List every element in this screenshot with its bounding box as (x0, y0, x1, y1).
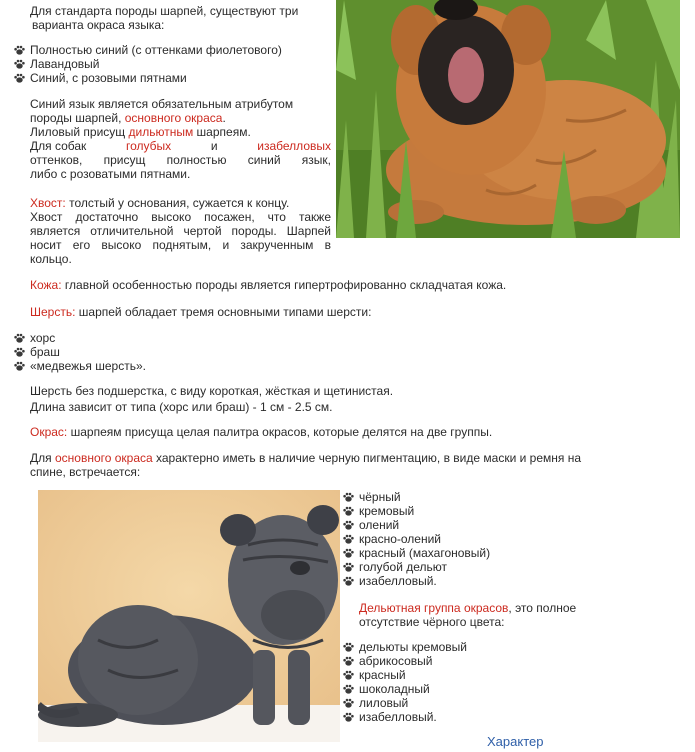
skin-label: Кожа: (30, 278, 62, 292)
paw-icon (14, 45, 25, 55)
tail-label: Хвост: (30, 196, 66, 210)
paw-icon (343, 670, 354, 680)
list-item: абрикосовый (343, 654, 467, 668)
paw-icon (343, 506, 354, 516)
red-puppy-photo (336, 0, 680, 238)
coat-type-list (14, 331, 146, 373)
paw-icon (14, 361, 25, 371)
paw-icon (343, 712, 354, 722)
paw-icon (343, 520, 354, 530)
list-item: хорс (14, 331, 146, 345)
list-item: изабелловый. (343, 574, 490, 588)
paw-icon (14, 347, 25, 357)
list-item: лиловый (343, 696, 467, 710)
list-item: чёрный (343, 490, 490, 504)
paw-icon (343, 492, 354, 502)
list-item: изабелловый. (343, 710, 467, 724)
paw-icon (14, 73, 25, 83)
list-item: красный (343, 668, 467, 682)
paw-icon (14, 333, 25, 343)
tail-section: Хвост: толстый у основания, сужается к концу. Хвост достаточно высоко посажен, что также является отличительной чертой породы. Шарпей носит его высоко поднятым, и закрученным в кольцо. (30, 196, 331, 266)
tongue-color-list (14, 43, 282, 85)
paw-icon (14, 59, 25, 69)
list-item: «медвежья шерсть». (14, 359, 146, 373)
dilute-group-label: Дельютная группа окрасов (359, 601, 509, 615)
skin-section: Кожа: главной особенностью породы является гипертрофированно складчатая кожа. (30, 278, 507, 292)
main-color-link: основного окраса (124, 111, 223, 125)
dilute-color-list (343, 640, 467, 724)
basic-color-list (343, 490, 490, 588)
intro-line-2: варианта окраса языка: (32, 18, 165, 32)
intro-text (30, 4, 330, 32)
list-item: браш (14, 345, 146, 359)
grey-puppy-photo (38, 490, 340, 742)
coat-section: Шерсть: шарпей обладает тремя основными типами шерсти: (30, 305, 372, 319)
list-item: голубой дельют (343, 560, 490, 574)
intro-line-1: Для стандарта породы шарпей, существуют три (30, 4, 299, 18)
list-item: Полностью синий (с оттенками фиолетового) (14, 43, 282, 57)
list-item: красный (махагоновый) (343, 546, 490, 560)
main-color-link-2: основного окраса (54, 451, 153, 465)
paw-icon (343, 534, 354, 544)
paw-icon (343, 656, 354, 666)
coat-label: Шерсть: (30, 305, 76, 319)
dilute-paragraph: Дельютная группа окрасов , это полное отсутствие чёрного цвета: (359, 601, 577, 629)
coat-description: Шерсть без подшерстка, с виду короткая, жёсткая и щетинистая. Длина зависит от типа (хорс или браш) - 1 см - 2.5 см. (30, 384, 394, 414)
list-item: дельюты кремовый (343, 640, 467, 654)
paw-icon (343, 548, 354, 558)
list-item: красно-олений (343, 532, 490, 546)
paw-icon (343, 684, 354, 694)
dilute-link: дильютным (128, 125, 194, 139)
color-paragraph: Для основного окраса характерно иметь в наличие черную пигментацию, в виде маски и ремня на спине, встречается: (30, 451, 581, 479)
list-item: кремовый (343, 504, 490, 518)
paw-icon (343, 698, 354, 708)
paw-icon (343, 576, 354, 586)
paw-icon (343, 562, 354, 572)
color-section: Окрас: шарпеям присуща целая палитра окрасов, которые делятся на две группы. (30, 425, 493, 439)
next-section-link[interactable]: Характер (487, 734, 544, 749)
list-item: Синий, с розовыми пятнами (14, 71, 282, 85)
list-item: Лавандовый (14, 57, 282, 71)
list-item: шоколадный (343, 682, 467, 696)
list-item: олений (343, 518, 490, 532)
color-label: Окрас: (30, 425, 68, 439)
tongue-paragraph: Синий язык является обязательным атрибутом породы шарпей, основного окраса. Лиловый присущ дильютным шарпеям. Для собак голубых и изабелловых оттенков, присущ полностью синий язык, либо с розоватыми пятнами. (30, 97, 331, 181)
paw-icon (343, 642, 354, 652)
